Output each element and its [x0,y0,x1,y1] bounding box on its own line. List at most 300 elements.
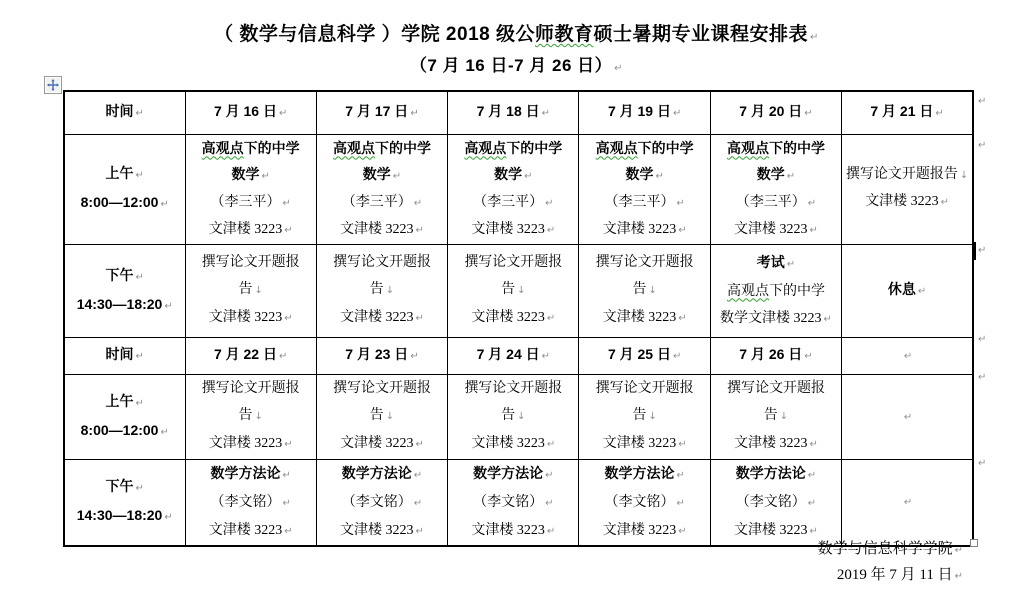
footer-signature-text: 数学与信息科学学院 [817,541,953,557]
cell-text: 文津楼 3223 [340,522,414,538]
cell-r1c6[interactable] [710,91,841,134]
cell-line [581,98,707,127]
cell-text: 7 月 24 日 [476,346,540,362]
pilcrow-icon: ↵ [676,497,685,509]
cell-text: 下的中学 [637,139,694,156]
cell-line [450,135,576,161]
pilcrow-icon: ↵ [954,571,963,582]
cell-text: 文津楼 3223 [208,436,283,451]
pilcrow-icon: ↵ [541,351,551,362]
cell-r3c2[interactable] [185,244,316,337]
title-text: （ 数学与信息科学 ）学院 2018 级公 [214,24,535,45]
cell-text: 撰写论文开题报 [464,381,563,396]
cell-r1c5[interactable] [579,91,710,134]
cell-line [319,304,445,332]
cell-line [450,489,576,517]
line-break-icon: ↓ [254,411,263,422]
cell-line [188,489,314,517]
cell-r3c4[interactable] [448,244,579,337]
cell-r4c1[interactable] [64,337,185,374]
cell-text: 7 月 18 日 [476,103,540,120]
pilcrow-icon: ↵ [546,224,556,236]
cell-line [713,161,839,190]
cell-r2c4[interactable] [448,134,579,244]
row-end-pilcrow-icon: ↵ [978,96,987,107]
pilcrow-icon: ↵ [804,351,813,362]
pilcrow-icon: ↵ [278,351,288,362]
pilcrow-icon: ↵ [164,512,173,523]
cell-line [713,341,839,370]
cell-text: 14:30—18:20 [76,295,163,312]
footer-date[interactable] [563,563,963,584]
cell-line [713,98,839,127]
cell-line [188,375,314,402]
line-break-icon: ↓ [517,411,526,422]
cell-r1c2[interactable] [185,91,316,134]
cell-text: 告 [501,282,516,297]
cell-line [188,249,314,276]
cell-text: 数学方法论 [473,464,544,481]
cell-text: 撰写论文开题报 [726,381,825,396]
cell-line [844,342,970,370]
cell-text: （李三平） [604,194,675,210]
table-resize-handle[interactable] [970,539,978,547]
cell-text: 文津楼 3223 [340,221,414,237]
pilcrow-icon: ↵ [284,439,293,450]
cell-text: （李文铭） [473,494,544,510]
cell-text: 数学 [494,165,523,182]
pilcrow-icon: ↵ [413,469,423,481]
cell-text: 文津楼 3223 [865,194,939,209]
cell-r5c5[interactable] [579,374,710,459]
cell-text-spellcheck: 高观点 [201,139,244,156]
cell-text: 告 [238,282,253,297]
pilcrow-icon: ↵ [614,63,624,74]
cell-text-spellcheck: 高观点 [726,139,769,156]
pilcrow-icon: ↵ [135,351,144,362]
cell-text: （李文铭） [210,494,281,510]
cell-text: 下午 [105,266,134,283]
pilcrow-icon: ↵ [284,224,293,236]
cell-text: 7 月 22 日 [213,346,277,362]
cell-text: 下的中学 [243,139,300,156]
cell-r1c1[interactable] [64,91,185,134]
cell-text: 下午 [105,478,134,494]
pilcrow-icon: ↵ [903,411,913,423]
cell-r4c3[interactable] [316,337,447,374]
cell-line [844,488,970,516]
pilcrow-icon: ↵ [810,32,819,43]
cell-line [188,190,314,217]
cell-text: 数学方法论 [604,464,675,481]
pilcrow-icon: ↵ [410,351,419,362]
cell-r4c5[interactable] [579,337,710,374]
cell-line [450,341,576,370]
pilcrow-icon: ↵ [809,525,818,537]
cell-line [713,375,839,402]
pilcrow-icon: ↵ [655,170,664,182]
cell-text: 下的中学 [768,139,825,156]
cell-r2c3[interactable] [316,134,447,244]
pilcrow-icon: ↵ [284,525,293,537]
cell-line [319,517,445,545]
pilcrow-icon: ↵ [809,224,818,236]
cell-line [67,98,183,127]
pilcrow-icon: ↵ [940,197,950,208]
cell-line [581,161,707,190]
cell-r5c1[interactable] [64,374,185,459]
row-end-pilcrow-icon: ↵ [978,372,987,383]
cell-text: 文津楼 3223 [208,522,283,538]
pilcrow-icon: ↵ [935,108,944,120]
cell-r3c7[interactable] [842,244,973,337]
cell-line [581,217,707,244]
title-text: 硕士暑期专业课程安排表 [593,24,809,45]
cell-r6c2[interactable] [185,459,316,546]
pilcrow-icon: ↵ [917,286,927,297]
cell-text: （李三平） [735,194,806,210]
cell-text: 文津楼 3223 [208,221,283,237]
pilcrow-icon: ↵ [786,258,796,270]
cell-text: 告 [501,408,516,423]
cell-text: 撰写论文开题报 [595,381,694,396]
line-break-icon: ↓ [959,170,969,181]
line-break-icon: ↓ [254,285,263,296]
cell-line [67,341,183,370]
cell-text: 撰写论文开题报 [201,255,300,270]
cell-line [319,161,445,190]
cell-text: 数学方法论 [341,464,412,481]
cell-r3c3[interactable] [316,244,447,337]
cell-text: 告 [369,282,384,297]
cell-text: 告 [369,408,384,423]
pilcrow-icon: ↵ [160,426,169,438]
cell-text-spellcheck: 高观点 [332,139,375,156]
cell-line [188,517,314,545]
cell-text: 告 [238,408,253,423]
cell-line [581,135,707,161]
pilcrow-icon: ↵ [678,313,687,324]
cell-text: 文津楼 3223 [340,310,414,325]
cell-line [450,98,576,127]
cell-text: 时间 [105,346,134,362]
cell-text: 数学 [231,165,260,182]
cell-text: 撰写论文开题报 [595,255,694,270]
pilcrow-icon: ↵ [807,497,817,509]
pilcrow-icon: ↵ [135,271,144,283]
cell-line [319,341,445,370]
cell-text: 7 月 16 日 [213,103,277,120]
cell-r2c1[interactable] [64,134,185,244]
cell-text: 数学文津楼 3223 [720,310,822,326]
pilcrow-icon: ↵ [164,300,173,312]
cell-line [450,249,576,276]
cell-line [188,135,314,161]
cell-text: 撰写论文开题报 [332,381,431,396]
cell-line [319,460,445,489]
cell-r3c6[interactable] [710,244,841,337]
pilcrow-icon: ↵ [546,525,556,537]
cell-text: 上午 [105,392,134,409]
pilcrow-icon: ↵ [282,497,291,509]
cell-line [319,217,445,244]
move-arrows-icon [47,79,59,91]
cell-r1c3[interactable] [316,91,447,134]
line-break-icon: ↓ [648,411,657,422]
line-break-icon: ↓ [385,285,395,296]
pilcrow-icon: ↵ [672,108,682,120]
cell-line [450,276,576,304]
pilcrow-icon: ↵ [261,170,270,182]
line-break-icon: ↓ [779,411,789,422]
schedule-table [63,90,974,547]
cell-r4c2[interactable] [185,337,316,374]
cell-r2c6[interactable] [710,134,841,244]
cell-line [713,217,839,244]
cell-text: 7 月 19 日 [607,103,671,120]
cell-text: （李文铭） [604,494,675,510]
cell-r6c7[interactable] [842,459,973,546]
cell-line [450,217,576,244]
cell-line [713,190,839,217]
cell-line [188,460,314,489]
document-title[interactable] [0,19,1033,46]
cell-line [450,402,576,430]
cell-line [713,278,839,305]
cell-line [844,189,970,216]
cell-line [450,460,576,489]
pilcrow-icon: ↵ [392,170,402,182]
cell-text: 上午 [105,165,134,181]
cell-line [581,375,707,402]
table-move-handle[interactable] [44,76,62,94]
row-end-pilcrow-icon: ↵ [978,458,987,469]
cell-text: 文津楼 3223 [471,310,545,325]
pilcrow-icon: ↵ [807,197,817,209]
pilcrow-icon: ↵ [546,439,556,450]
text-cursor [974,242,976,260]
cell-r2c2[interactable] [185,134,316,244]
cell-text: 7 月 25 日 [607,346,671,362]
cell-line [319,402,445,430]
cell-line [188,161,314,190]
cell-text: 文津楼 3223 [734,436,808,451]
cell-line [581,190,707,217]
subtitle-text: （7 月 16 日-7 月 26 日） [409,56,613,75]
cell-text-spellcheck: 高观点 [464,139,507,156]
line-break-icon: ↓ [385,411,395,422]
cell-r6c4[interactable] [448,459,579,546]
cell-line [844,276,970,305]
cell-text: 文津楼 3223 [734,522,808,538]
cell-r1c4[interactable] [448,91,579,134]
cell-text: 告 [763,408,778,423]
cell-line [713,402,839,430]
cell-r1c7[interactable] [842,91,973,134]
cell-text: 7 月 20 日 [739,103,803,120]
cell-line [581,489,707,517]
title-text-spellcheck: 师教育 [534,24,594,45]
pilcrow-icon: ↵ [135,170,144,181]
cell-line [450,161,576,190]
cell-line [713,489,839,517]
pilcrow-icon: ↵ [786,170,796,182]
cell-r5c4[interactable] [448,374,579,459]
cell-line [319,489,445,517]
cell-text: 数学 [362,165,391,182]
line-break-icon: ↓ [648,285,657,296]
cell-text: 文津楼 3223 [471,436,545,451]
pilcrow-icon: ↵ [903,497,913,508]
cell-text: 时间 [105,103,134,120]
row-end-pilcrow-icon: ↵ [978,334,987,345]
cell-text: 文津楼 3223 [602,221,677,237]
footer-signature[interactable] [563,537,963,558]
cell-text: 告 [632,408,647,423]
cell-text: 文津楼 3223 [734,221,808,237]
cell-text: 下的中学 [768,283,825,299]
cell-line [581,304,707,332]
cell-line [319,430,445,458]
pilcrow-icon: ↵ [678,439,687,450]
cell-r5c2[interactable] [185,374,316,459]
cell-line [581,402,707,430]
cell-line [713,430,839,458]
cell-r6c6[interactable] [710,459,841,546]
cell-text: 下的中学 [506,139,563,156]
cell-line [450,304,576,332]
cell-r2c7[interactable] [842,134,973,244]
cell-r4c7[interactable] [842,337,973,374]
cell-text: 8:00—12:00 [80,194,159,210]
pilcrow-icon: ↵ [809,439,818,450]
cell-text: 数学 [625,165,654,182]
pilcrow-icon: ↵ [678,525,687,537]
line-break-icon: ↓ [517,285,526,296]
cell-line [319,375,445,402]
cell-r6c3[interactable] [316,459,447,546]
cell-text: 文津楼 3223 [602,436,677,451]
cell-line [450,375,576,402]
cell-text: 14:30—18:20 [76,507,163,523]
pilcrow-icon: ↵ [546,313,556,324]
cell-text: 文津楼 3223 [340,436,414,451]
pilcrow-icon: ↵ [672,351,682,362]
cell-line [319,249,445,276]
cell-line [188,276,314,304]
cell-line [844,162,970,189]
cell-line [581,430,707,458]
document-subtitle[interactable] [0,51,1033,76]
pilcrow-icon: ↵ [160,199,169,210]
pilcrow-icon: ↵ [903,350,913,362]
cell-text: （李三平） [473,194,544,210]
pilcrow-icon: ↵ [678,224,687,236]
cell-line [450,517,576,545]
cell-r4c6[interactable] [710,337,841,374]
cell-line [188,402,314,430]
pilcrow-icon: ↵ [413,497,423,509]
cell-text-spellcheck: 高观点 [595,139,638,156]
pilcrow-icon: ↵ [415,313,424,324]
cell-text: 文津楼 3223 [471,522,545,538]
pilcrow-icon: ↵ [278,108,288,120]
cell-line [713,305,839,333]
row-end-pilcrow-icon: ↵ [978,245,987,256]
pilcrow-icon: ↵ [541,108,551,120]
footer-date-text: 2019 年 7 月 11 日 [836,567,953,583]
cell-line [67,291,183,320]
cell-line [581,276,707,304]
pilcrow-icon: ↵ [524,170,533,182]
cell-text: 文津楼 3223 [602,310,677,325]
cell-text: 文津楼 3223 [208,310,283,325]
pilcrow-icon: ↵ [807,469,817,481]
cell-text: 7 月 21 日 [870,103,934,120]
cell-text: 撰写论文开题报告 [845,167,958,182]
cell-line [188,304,314,332]
cell-line [713,135,839,161]
cell-line [319,190,445,217]
pilcrow-icon: ↵ [954,545,963,556]
cell-line [844,98,970,127]
cell-text: 文津楼 3223 [471,221,545,237]
cell-text: 下的中学 [374,139,431,156]
cell-line [319,98,445,127]
cell-r5c3[interactable] [316,374,447,459]
pilcrow-icon: ↵ [135,108,144,120]
cell-r5c7[interactable] [842,374,973,459]
cell-text: （李三平） [210,194,281,210]
cell-line [67,473,183,502]
cell-line [188,217,314,244]
cell-text: 撰写论文开题报 [201,381,300,396]
cell-line [67,189,183,218]
pilcrow-icon: ↵ [545,197,554,209]
cell-text: 7 月 26 日 [739,346,803,362]
cell-r2c5[interactable] [579,134,710,244]
cell-line [67,160,183,189]
pilcrow-icon: ↵ [282,197,291,209]
cell-line [713,249,839,278]
pilcrow-icon: ↵ [545,469,554,481]
cell-text: 数学方法论 [210,464,281,481]
cell-line [319,276,445,304]
pilcrow-icon: ↵ [823,313,832,325]
cell-text-spellcheck: 高观点 [726,283,769,299]
cell-text: （李文铭） [735,494,806,510]
pilcrow-icon: ↵ [135,397,144,409]
cell-r3c5[interactable] [579,244,710,337]
cell-line [188,430,314,458]
cell-line [581,341,707,370]
cell-r5c6[interactable] [710,374,841,459]
cell-r6c1[interactable] [64,459,185,546]
cell-r6c5[interactable] [579,459,710,546]
cell-line [844,403,970,431]
cell-line [581,249,707,276]
cell-text: 7 月 17 日 [345,103,409,120]
pilcrow-icon: ↵ [804,108,813,120]
row-end-pilcrow-icon: ↵ [978,140,987,151]
cell-r4c4[interactable] [448,337,579,374]
pilcrow-icon: ↵ [135,483,144,494]
cell-r3c1[interactable] [64,244,185,337]
cell-text: 撰写论文开题报 [464,255,563,270]
cell-line [450,430,576,458]
pilcrow-icon: ↵ [676,469,685,481]
cell-text: 数学 [756,165,785,182]
